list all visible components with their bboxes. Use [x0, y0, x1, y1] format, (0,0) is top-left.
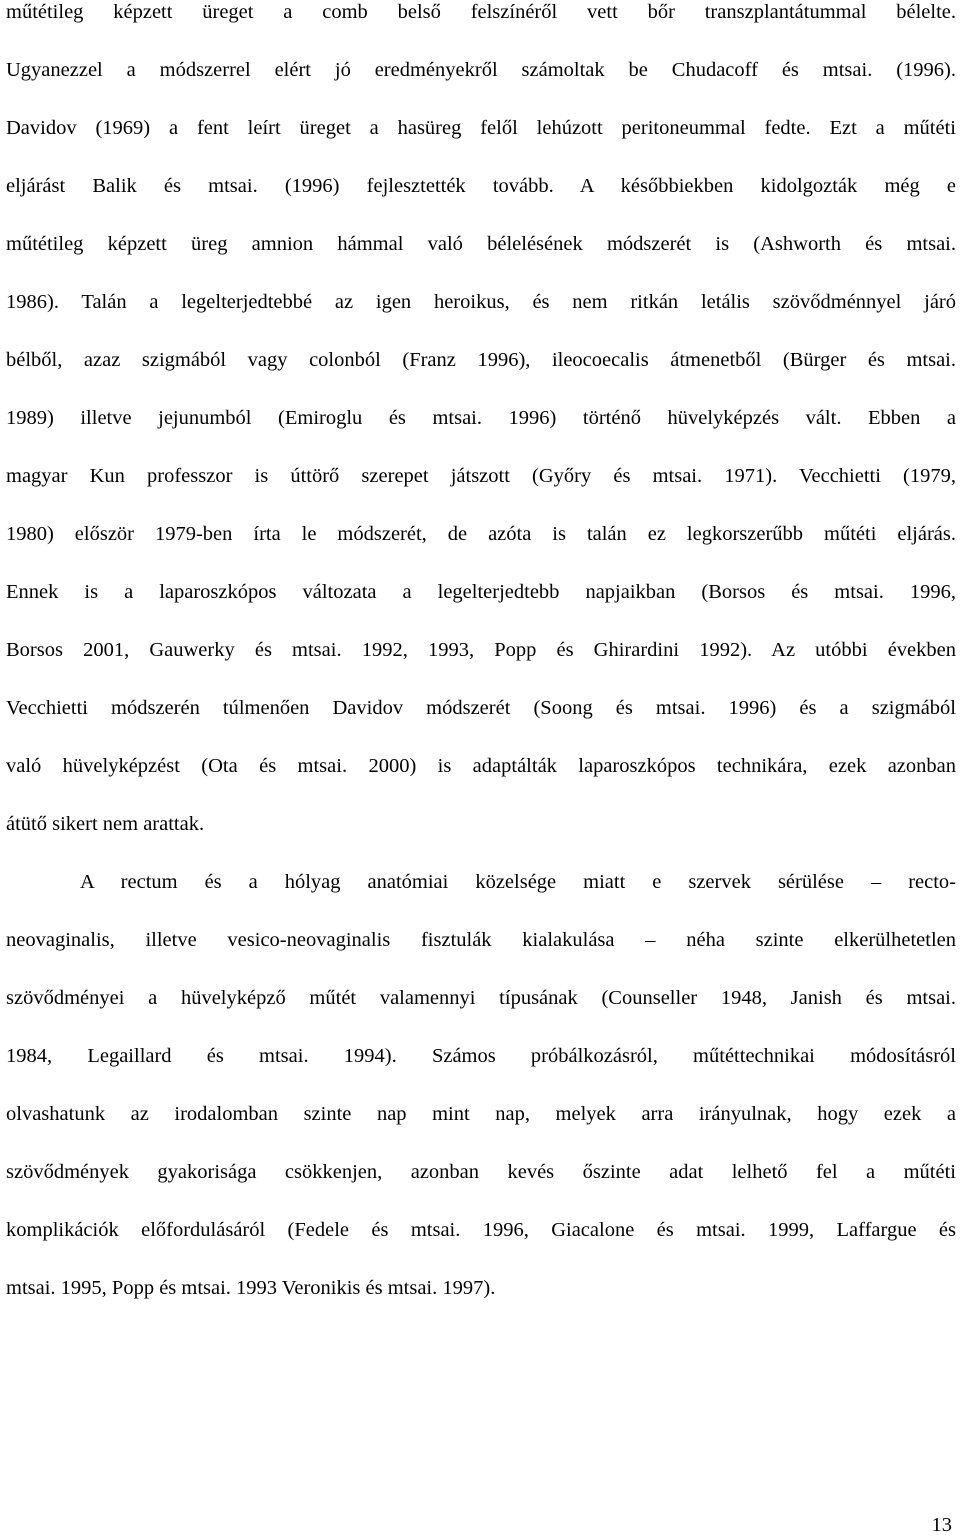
text-line: 1980) először 1979-ben írta le módszerét, de azóta is talán ez legkorszerűbb műtéti eljárás. [6, 523, 956, 545]
text-line: magyar Kun professzor is úttörő szerepet játszott (Győry és mtsai. 1971). Vecchietti (1979, [6, 465, 956, 487]
text-line: mtsai. 1995, Popp és mtsai. 1993 Veronikis és mtsai. 1997). [6, 1277, 496, 1299]
text-line: 1986). Talán a legelterjedtebbé az igen heroikus, és nem ritkán letális szövődménnyel járó [6, 291, 956, 313]
text-line: neovaginalis, illetve vesico-neovaginalis fisztulák kialakulása – néha szinte elkerülhetetlen [6, 929, 956, 951]
text-line: eljárást Balik és mtsai. (1996) fejlesztették tovább. A későbbiekben kidolgozták még e [6, 175, 956, 197]
page-number: 13 [931, 1514, 952, 1536]
text-line: komplikációk előfordulásáról (Fedele és mtsai. 1996, Giacalone és mtsai. 1999, Laffargue és [6, 1219, 956, 1241]
text-line: való hüvelyképzést (Ota és mtsai. 2000) is adaptálták laparoszkópos technikára, ezek azonban [6, 755, 956, 777]
text-line: Borsos 2001, Gauwerky és mtsai. 1992, 1993, Popp és Ghirardini 1992). Az utóbbi években [6, 639, 956, 661]
text-line: műtétileg képzett üreget a comb belső felszínéről vett bőr transzplantátummal bélelte. [6, 1, 956, 23]
text-line: Ugyanezzel a módszerrel elért jó eredményekről számoltak be Chudacoff és mtsai. (1996). [6, 59, 956, 81]
text-line: szövődmények gyakorisága csökkenjen, azonban kevés őszinte adat lelhető fel a műtéti [6, 1161, 956, 1183]
text-line: 1989) illetve jejunumból (Emiroglu és mtsai. 1996) történő hüvelyképzés vált. Ebben a [6, 407, 956, 429]
text-line: 1984, Legaillard és mtsai. 1994). Számos próbálkozásról, műtéttechnikai módosításról [6, 1045, 956, 1067]
text-line: Davidov (1969) a fent leírt üreget a hasüreg felől lehúzott peritoneummal fedte. Ezt a műtéti [6, 117, 956, 139]
text-line: szövődményei a hüvelyképző műtét valamennyi típusának (Counseller 1948, Janish és mtsai. [6, 987, 956, 1009]
text-line: Ennek is a laparoszkópos változata a legelterjedtebb napjaikban (Borsos és mtsai. 1996, [6, 581, 956, 603]
text-line: átütő sikert nem arattak. [6, 813, 205, 835]
text-line: műtétileg képzett üreg amnion hámmal való bélelésének módszerét is (Ashworth és mtsai. [6, 233, 956, 255]
text-line: bélből, azaz szigmából vagy colonból (Franz 1996), ileocoecalis átmenetből (Bürger és mtsai. [6, 349, 956, 371]
text-line: Vecchietti módszerén túlmenően Davidov módszerét (Soong és mtsai. 1996) és a szigmából [6, 697, 956, 719]
text-line: olvashatunk az irodalomban szinte nap mint nap, melyek arra irányulnak, hogy ezek a [6, 1103, 956, 1125]
text-line: A rectum és a hólyag anatómiai közelsége miatt e szervek sérülése – recto- [80, 871, 956, 893]
